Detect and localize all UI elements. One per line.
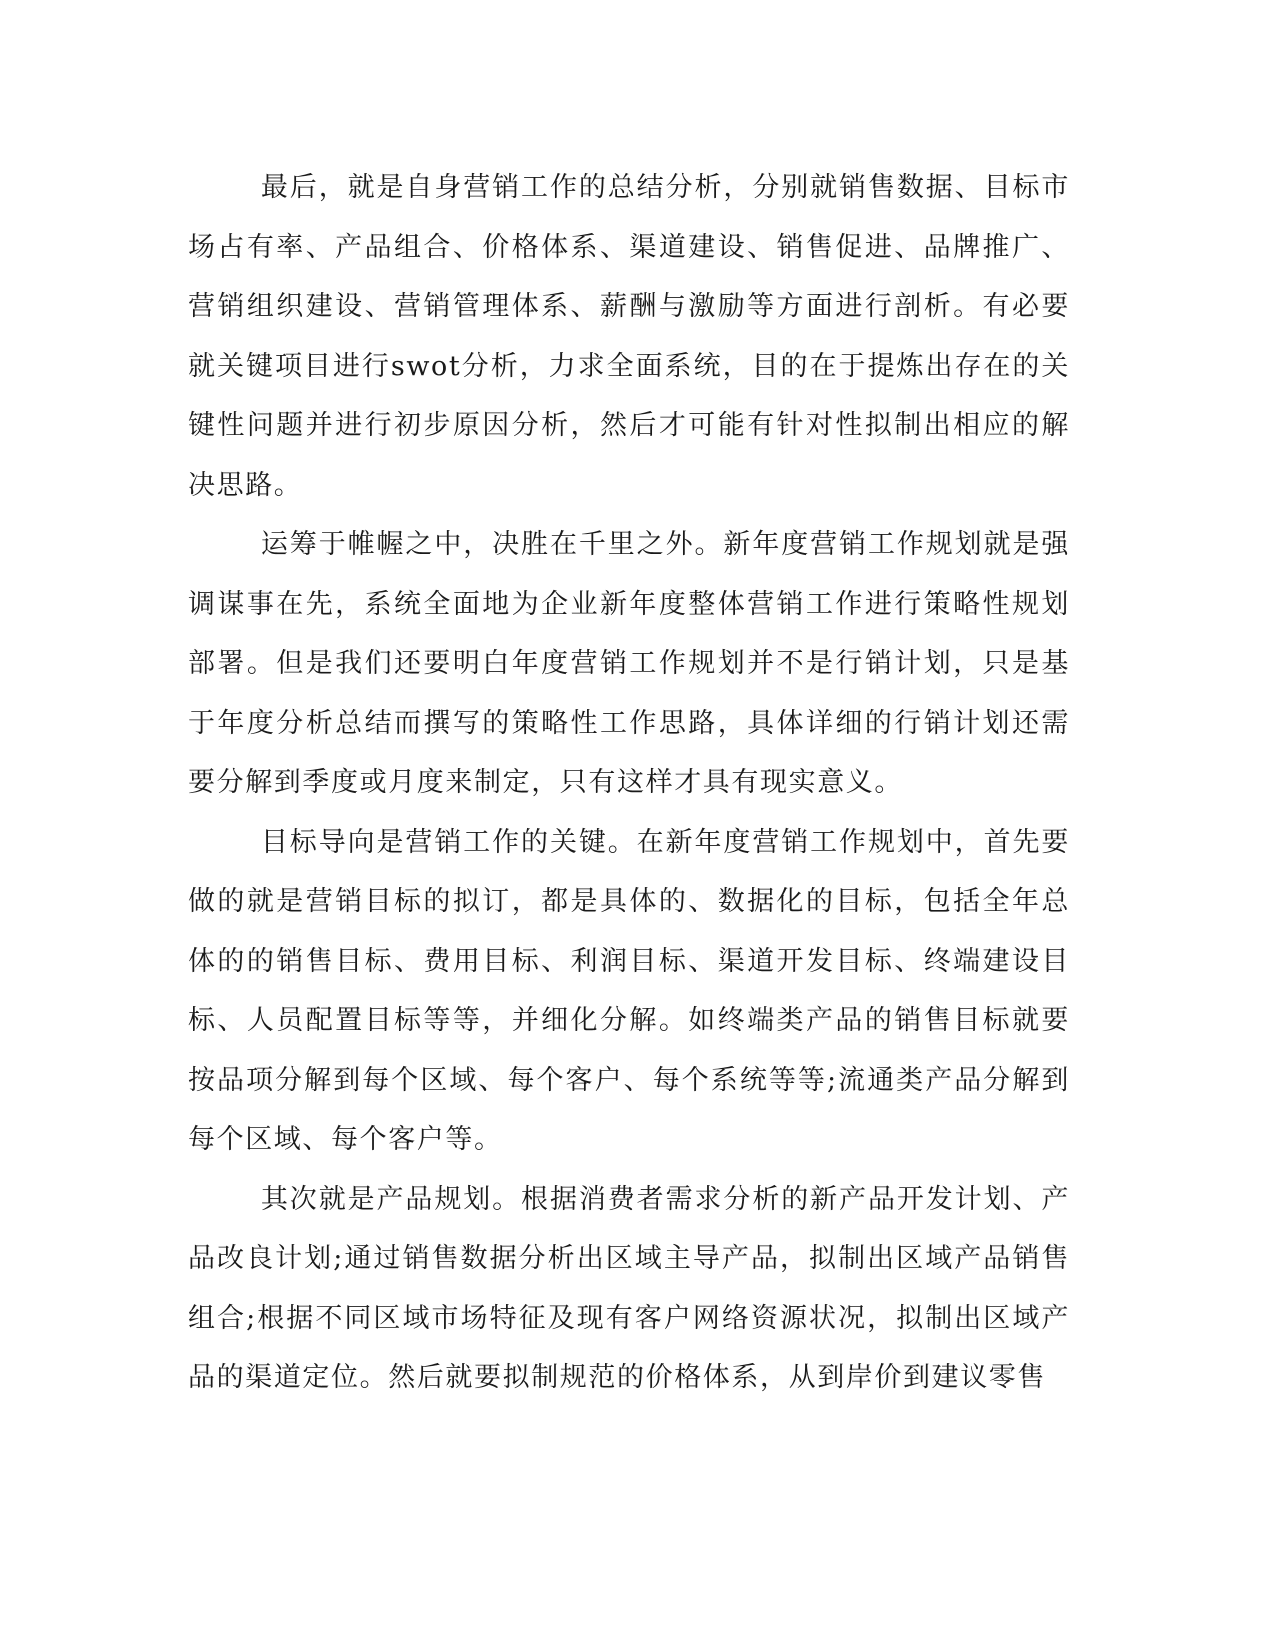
- paragraph-1: 最后，就是自身营销工作的总结分析，分别就销售数据、目标市场占有率、产品组合、价格体系、渠道建设、销售促进、品牌推广、营销组织建设、营销管理体系、薪酬与激励等方面进行剖析。有必要就关键项目进行swot分析，力求全面系统，目的在于提炼出存在的关键性问题并进行初步原因分析，然后才可能有针对性拟制出相应的解决思路。: [188, 172, 1070, 501]
- paragraph-2: 运筹于帷幄之中，决胜在千里之外。新年度营销工作规划就是强调谋事在先，系统全面地为企业新年度整体营销工作进行策略性规划部署。但是我们还要明白年度营销工作规划并不是行销计划，只是基于年度分析总结而撰写的策略性工作思路，具体详细的行销计划还需要分解到季度或月度来制定，只有这样才具有现实意义。: [188, 529, 1070, 798]
- paragraph-3: 目标导向是营销工作的关键。在新年度营销工作规划中，首先要做的就是营销目标的拟订，都是具体的、数据化的目标，包括全年总体的的销售目标、费用目标、利润目标、渠道开发目标、终端建设目标、人员配置目标等等，并细化分解。如终端类产品的销售目标就要按品项分解到每个区域、每个客户、每个系统等等;流通类产品分解到每个区域、每个客户等。: [188, 826, 1070, 1155]
- paragraph-4: 其次就是产品规划。根据消费者需求分析的新产品开发计划、产品改良计划;通过销售数据分析出区域主导产品，拟制出区域产品销售组合;根据不同区域市场特征及现有客户网络资源状况，拟制出区域产品的渠道定位。然后就要拟制规范的价格体系，从到岸价到建议零售: [188, 1183, 1070, 1393]
- document-body: [188, 158, 1070, 1408]
